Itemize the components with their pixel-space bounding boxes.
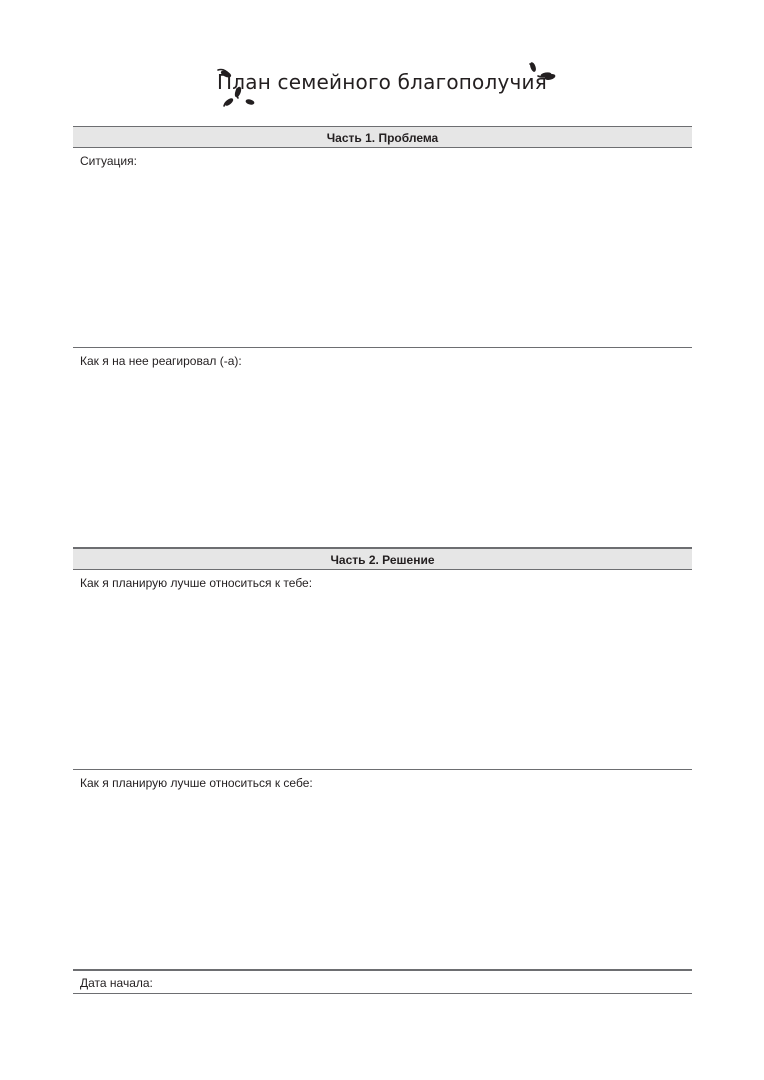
reaction-field[interactable] bbox=[73, 348, 692, 548]
page-title: План семейного благополучия bbox=[217, 70, 547, 94]
situation-label: Ситуация: bbox=[80, 154, 137, 168]
treat-you-better-field[interactable] bbox=[73, 570, 692, 770]
section-header-solution: Часть 2. Решение bbox=[73, 548, 692, 570]
start-date-label: Дата начала: bbox=[80, 976, 153, 990]
section-header-problem: Часть 1. Проблема bbox=[73, 126, 692, 148]
page-header bbox=[0, 58, 764, 114]
situation-field[interactable] bbox=[73, 148, 692, 348]
reaction-label: Как я на нее реагировал (-а): bbox=[80, 354, 242, 368]
treat-myself-better-field[interactable] bbox=[73, 770, 692, 970]
wellbeing-plan-form bbox=[73, 126, 692, 994]
start-date-field[interactable] bbox=[73, 970, 692, 994]
treat-you-better-label: Как я планирую лучше относиться к тебе: bbox=[80, 576, 313, 590]
treat-myself-better-label: Как я планирую лучше относиться к себе: bbox=[80, 776, 313, 790]
